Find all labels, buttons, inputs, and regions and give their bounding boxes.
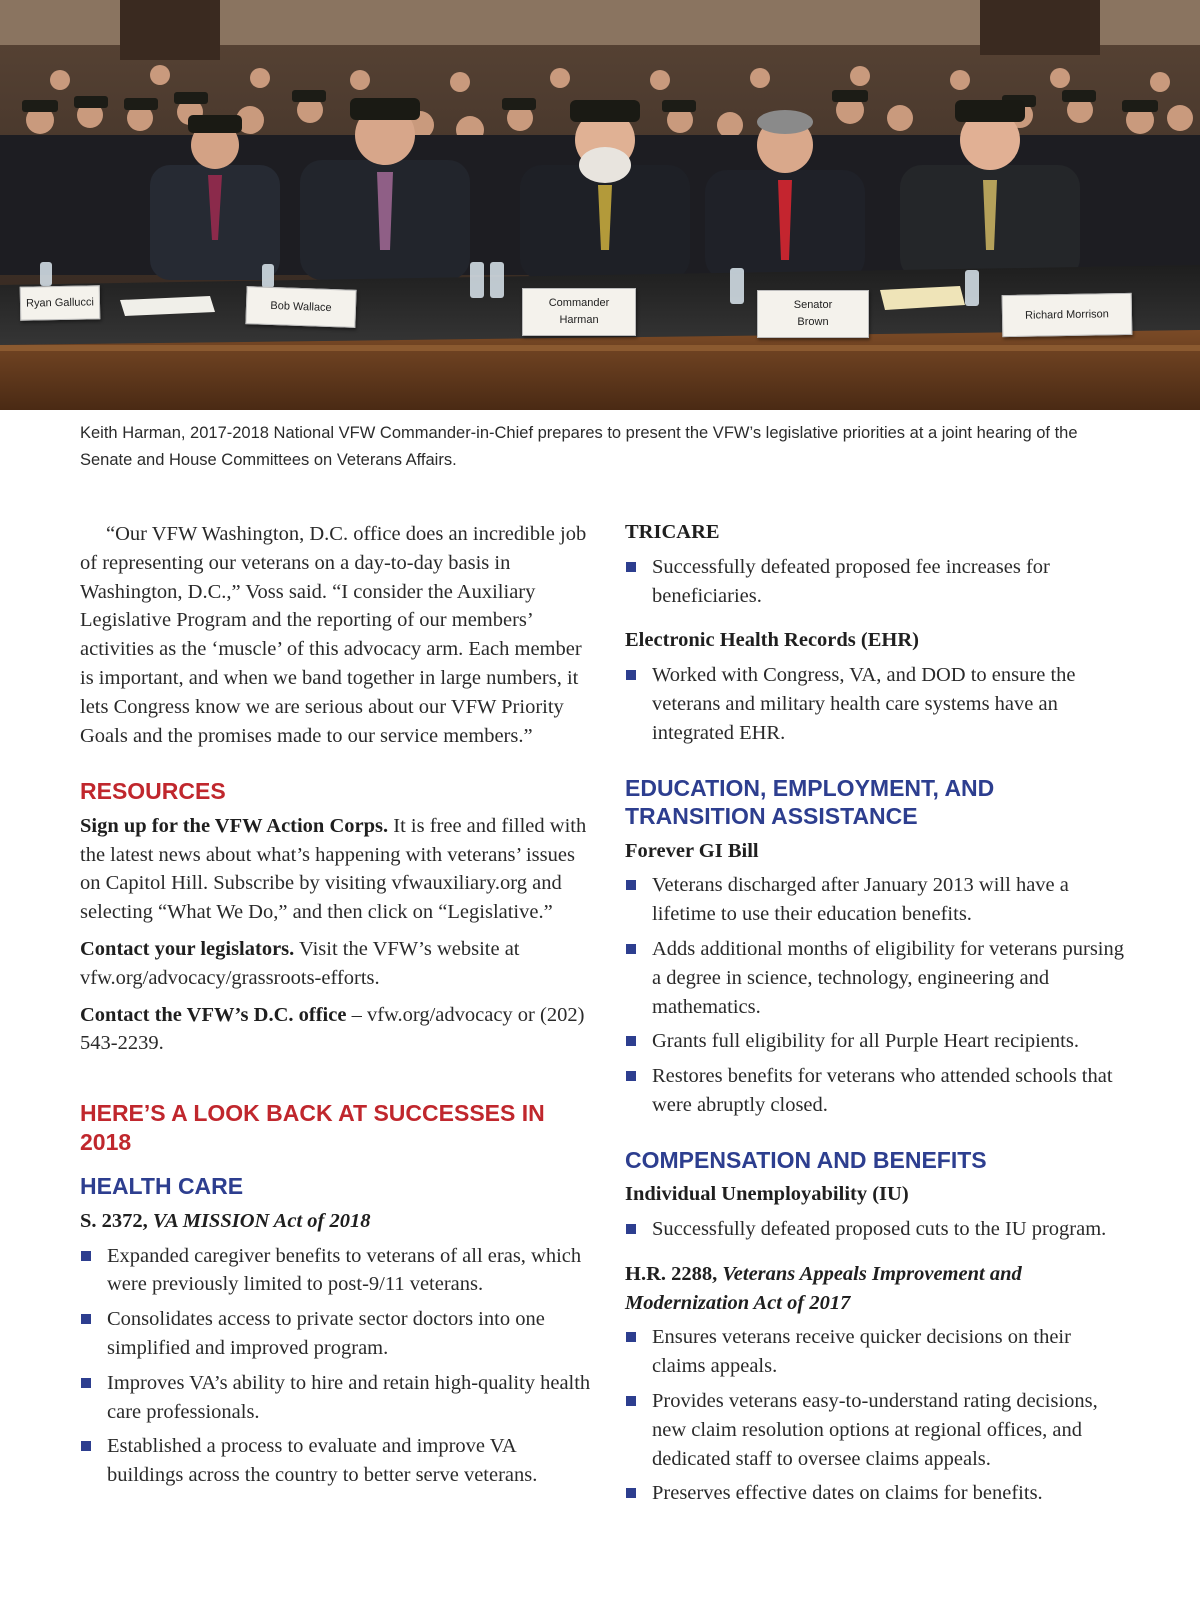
list-item-text: Successfully defeated proposed cuts to the IU program.: [652, 1218, 1107, 1241]
list-item-text: Preserves effective dates on claims for benefits.: [652, 1482, 1043, 1505]
nameplate-bob-text: Bob Wallace: [270, 299, 332, 315]
resource-contact-dc-office: [80, 1001, 592, 1059]
resource-contact-dc-office-text: – vfw.org/advocacy or (202) 543-2239.: [80, 1003, 585, 1055]
list-item-text: Established a process to evaluate and improve VA buildings across the country to better serve veterans.: [107, 1435, 538, 1487]
nameplate-senator-brown: [757, 290, 869, 338]
tricare-heading: TRICARE: [625, 521, 720, 543]
square-bullet-icon: [626, 1071, 636, 1081]
list-item: [625, 1062, 1125, 1120]
resource-contact-legislators-title: Contact your legislators.: [80, 938, 295, 961]
list-item-text: Grants full eligibility for all Purple Heart recipients.: [652, 1030, 1079, 1053]
appeals-act-number: H.R. 2288,: [625, 1262, 718, 1285]
square-bullet-icon: [626, 1332, 636, 1342]
list-item: [80, 1432, 592, 1490]
nameplate-bob-wallace: [245, 286, 356, 328]
list-item-text: Veterans discharged after January 2013 will have a lifetime to use their education benefits.: [652, 874, 1069, 926]
right-column: [625, 518, 1125, 1514]
nameplate-richard-text: Richard Morrison: [1025, 308, 1109, 322]
square-bullet-icon: [626, 944, 636, 954]
list-item: [625, 935, 1125, 1021]
appeals-act-title: Veterans Appeals Improvement and Modernization Act of 2017: [625, 1262, 1022, 1314]
mission-act-number: S. 2372,: [80, 1209, 148, 1232]
list-item-text: Restores benefits for veterans who attended schools that were abruptly closed.: [652, 1065, 1113, 1116]
resource-action-corps: [80, 812, 592, 927]
resources-heading: RESOURCES: [80, 778, 226, 805]
square-bullet-icon: [626, 562, 636, 572]
list-item: [625, 661, 1125, 747]
mission-act-heading: [80, 1207, 592, 1236]
iu-list: [625, 1215, 1125, 1244]
list-item: [625, 553, 1125, 611]
square-bullet-icon: [81, 1251, 91, 1261]
ehr-heading: Electronic Health Records (EHR): [625, 629, 919, 652]
list-item: [80, 1369, 592, 1427]
tricare-list: [625, 553, 1125, 611]
compensation-heading: COMPENSATION AND BENEFITS: [625, 1146, 987, 1173]
nameplate-senator-line1: Senator: [793, 299, 833, 311]
list-item: [625, 1027, 1125, 1056]
resource-contact-legislators-text: Visit the VFW’s website at vfw.org/advocacy/grassroots-efforts.: [80, 938, 520, 989]
nameplate-commander-line1: Commander: [548, 297, 610, 309]
list-item-text: Consolidates access to private sector doctors into one simplified and improved program.: [107, 1308, 545, 1359]
ehr-list: [625, 661, 1125, 747]
resource-contact-legislators: [80, 935, 592, 993]
square-bullet-icon: [81, 1314, 91, 1324]
square-bullet-icon: [626, 670, 636, 680]
list-item: [625, 1387, 1125, 1473]
resource-contact-dc-office-title: Contact the VFW’s D.C. office: [80, 1003, 347, 1026]
resource-action-corps-title: Sign up for the VFW Action Corps.: [80, 814, 389, 837]
photo-caption: Keith Harman, 2017-2018 National VFW Commander-in-Chief prepares to present the VFW’s legislative priorities at a joint hearing of the Senate and House Committees on Veterans Affairs.: [80, 424, 1078, 469]
appeals-act-heading: [625, 1260, 1125, 1318]
resource-action-corps-text: It is free and filled with the latest news about what’s happening with veterans’ issues on Capitol Hill. Subscribe by visiting vfwauxiliary.org and selecting “What We Do,” and then click on “Legislative.”: [80, 814, 587, 924]
square-bullet-icon: [81, 1378, 91, 1388]
appeals-list: [625, 1323, 1125, 1508]
nameplate-richard-morrison: [1002, 293, 1133, 337]
list-item-text: Adds additional months of eligibility for veterans pursing a degree in science, technology, engineering and mathematics.: [652, 937, 1125, 1018]
nameplate-senator-line2: Brown: [797, 316, 829, 328]
successes-heading: HERE’S A LOOK BACK AT SUCCESSES IN 2018: [80, 1100, 545, 1155]
nameplate-commander-line2: Harman: [559, 314, 599, 326]
list-item: [80, 1305, 592, 1363]
square-bullet-icon: [626, 1396, 636, 1406]
nameplate-ryan-text: Ryan Gallucci: [25, 296, 95, 310]
left-column: [80, 520, 592, 1496]
square-bullet-icon: [626, 880, 636, 890]
education-heading: EDUCATION, EMPLOYMENT, AND TRANSITION ASSISTANCE: [625, 774, 995, 830]
list-item: [625, 1215, 1125, 1244]
list-item: [625, 871, 1125, 929]
forever-gi-bill-heading: Forever GI Bill: [625, 839, 759, 862]
list-item-text: Provides veterans easy-to-understand rating decisions, new claim resolution options at regional offices, and dedicated staff to oversee claims appeals.: [652, 1390, 1098, 1470]
mission-act-title: VA MISSION Act of 2018: [152, 1209, 371, 1232]
square-bullet-icon: [81, 1441, 91, 1451]
health-care-heading: HEALTH CARE: [80, 1173, 244, 1200]
hearing-photo-illustration: [0, 0, 1200, 410]
nameplate-commander-harman: [522, 288, 636, 336]
square-bullet-icon: [626, 1036, 636, 1046]
list-item: [625, 1479, 1125, 1508]
list-item: [80, 1242, 592, 1300]
list-item-text: Improves VA’s ability to hire and retain high-quality health care professionals.: [107, 1371, 591, 1423]
list-item: [625, 1323, 1125, 1381]
voss-quote: “Our VFW Washington, D.C. office does an incredible job of representing our veterans on a day-to-day basis in Washington, D.C.,” Voss said. “I consider the Auxiliary Legislative Program and the reporting of our members’ activities as the ‘muscle’ of this advocacy arm. Each member is important, and when we band together in large numbers, it lets Congress know we are serious about our VFW Priority Goals and the promises made to our service members.”: [80, 523, 587, 747]
list-item-text: Worked with Congress, VA, and DOD to ensure the veterans and military health care systems have an integrated EHR.: [652, 664, 1076, 744]
gi-bill-list: [625, 871, 1125, 1119]
list-item-text: Expanded caregiver benefits to veterans of all eras, which were previously limited to post-9/11 veterans.: [107, 1244, 582, 1296]
square-bullet-icon: [626, 1488, 636, 1498]
nameplate-ryan-gallucci: [20, 285, 101, 320]
square-bullet-icon: [626, 1224, 636, 1234]
list-item-text: Successfully defeated proposed fee increases for beneficiaries.: [652, 555, 1050, 607]
hearing-photo: [0, 0, 1200, 410]
iu-heading: Individual Unemployability (IU): [625, 1183, 909, 1206]
health-care-list: [80, 1242, 592, 1490]
list-item-text: Ensures veterans receive quicker decisions on their claims appeals.: [652, 1326, 1071, 1378]
